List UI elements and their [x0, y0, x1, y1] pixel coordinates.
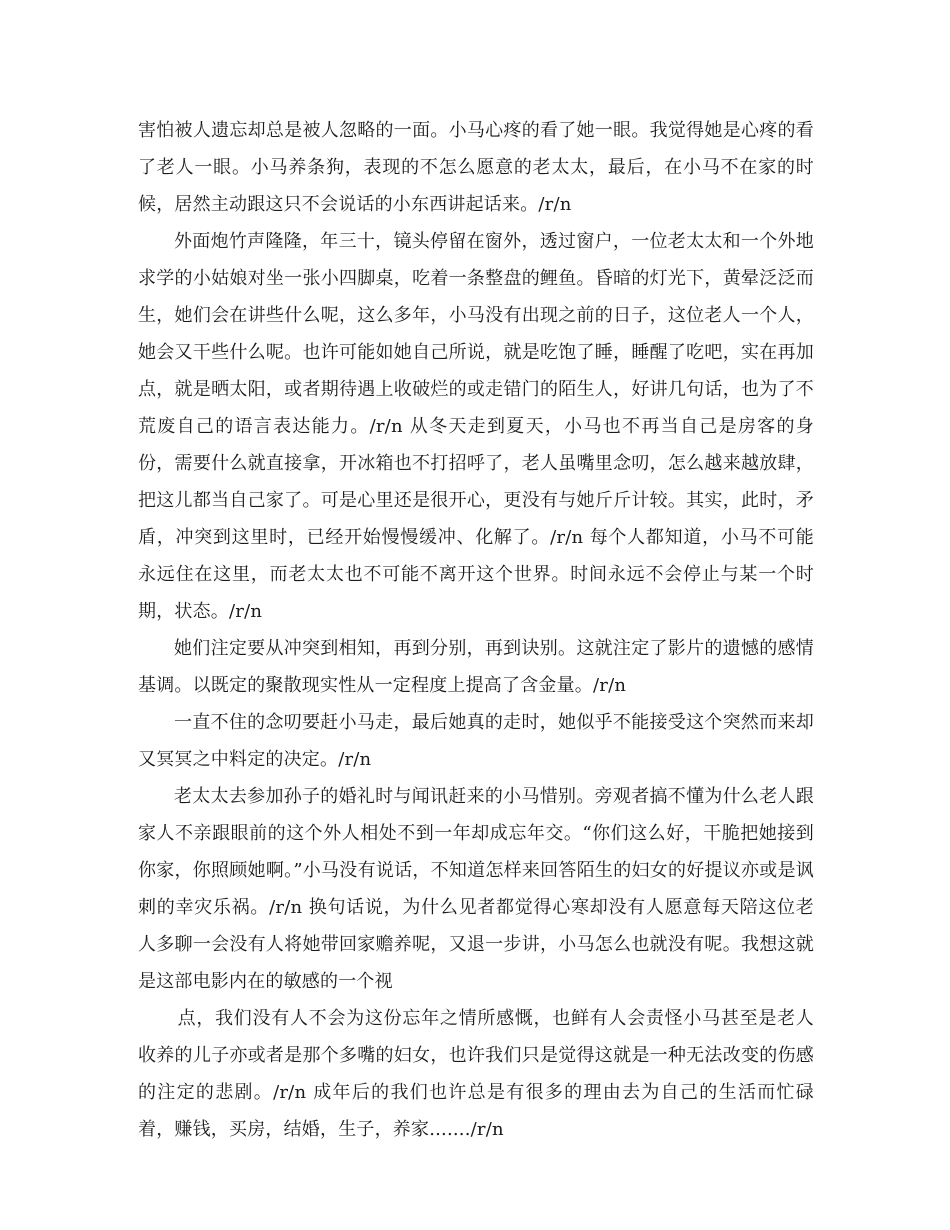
paragraph-5: 老太太去参加孙子的婚礼时与闻讯赶来的小马惜别。旁观者搞不懂为什么老人跟家人不亲跟眼前的这个外人相处不到一年却成忘年交。“你们这么好，干脆把她接到你家，你照顾她啊。”小马没有说话，不知道怎样来回答陌生的妇女的好提议亦或是讽刺的幸灾乐祸。/r/n 换句话说，为什么见者都觉得心寒却没有人愿意每天陪这位老人多聊一会没有人将她带回家赡养呢，又退一步讲，小马怎么也就没有呢。我想这就是这部电影内在的敏感的一个视: [138, 786, 814, 992]
paragraph-4: 一直不住的念叨要赶小马走，最后她真的走时，她似乎不能接受这个突然而来却又冥冥之中料定的决定。/r/n: [138, 712, 814, 770]
paragraph-2: 外面炮竹声隆隆，年三十，镜头停留在窗外，透过窗户，一位老太太和一个外地求学的小姑娘对坐一张小四脚桌，吃着一条整盘的鲤鱼。昏暗的灯光下，黄晕泛泛而生，她们会在讲些什么呢，这么多年，小马没有出现之前的日子，这位老人一个人，她会又干些什么呢。也许可能如她自己所说，就是吃饱了睡，睡醒了吃吧，实在再加点，就是晒太阳，或者期待遇上收破烂的或走错门的陌生人，好讲几句话，也为了不荒废自己的语言表达能力。/r/n 从冬天走到夏天，小马也不再当自己是房客的身份，需要什么就直接拿，开冰箱也不打招呼了，老人虽嘴里念叨，怎么越来越放肆，把这儿都当自己家了。可是心里还是很开心，更没有与她斤斤计较。其实，此时，矛盾，冲突到这里时，已经开始慢慢缓冲、化解了。/r/n 每个人都知道，小马不可能永远住在这里，而老太太也不可能不离开这个世界。时间永远不会停止与某一个时期，状态。/r/n: [138, 231, 814, 622]
paragraph-1: 害怕被人遗忘却总是被人忽略的一面。小马心疼的看了她一眼。我觉得她是心疼的看了老人一眼。小马养条狗，表现的不怎么愿意的老太太，最后，在小马不在家的时候，居然主动跟这只不会说话的小东西讲起话来。/r/n: [138, 120, 814, 215]
paragraph-6: 点，我们没有人不会为这份忘年之情所感慨，也鲜有人会责怪小马甚至是老人收养的儿子亦或者是那个多嘴的妇女，也许我们只是觉得这就是一种无法改变的伤感的注定的悲剧。/r/n 成年后的我们也许总是有很多的理由去为自己的生活而忙碌着，赚钱，买房，结婚，生子，养家......./r/n: [138, 1008, 814, 1140]
document-body: [138, 112, 814, 1148]
paragraph-3: 她们注定要从冲突到相知，再到分别，再到诀别。这就注定了影片的遗憾的感情基调。以既定的聚散现实性从一定程度上提高了含金量。/r/n: [138, 638, 814, 696]
